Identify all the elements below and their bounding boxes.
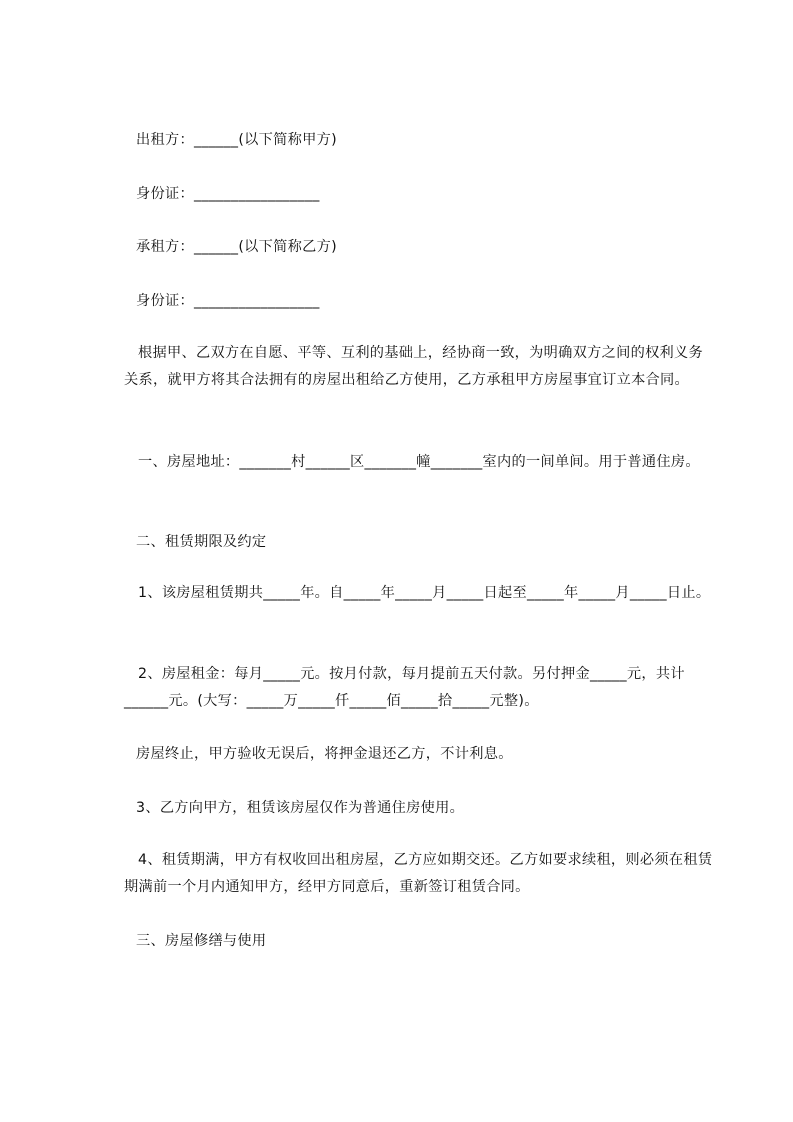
section-3-title: 三、房屋修缮与使用 [136,933,267,949]
clause-4-renewal: 4、租赁期满，甲方有权收回出租房屋，乙方应如期交还。乙方如要求续租，则必须在租赁期满前一个月内通知甲方，经甲方同意后，重新签订租赁合同。 [124,852,713,895]
clause-2-rent: 2、房屋租金：每月_____元。按月付款，每月提前五天付款。另付押金_____元，共计______元。(大写：_____万_____仟_____佰_____拾_____元整)。 [124,666,685,709]
section-2-title: 二、租赁期限及约定 [136,534,267,550]
deposit-note: 房屋终止，甲方验收无误后，将押金退还乙方，不计利息。 [136,746,513,762]
lessor-id-line: 身份证：_________________ [136,186,320,202]
clause-1-term: 1、该房屋租赁期共_____年。自_____年_____月_____日起至_____年_____月_____日止。 [138,585,711,601]
lessee-line: 承租方：______(以下简称乙方) [136,239,337,255]
lessor-line: 出租方：______(以下简称甲方) [136,132,337,148]
intro-paragraph: 根据甲、乙双方在自愿、平等、互利的基础上，经协商一致，为明确双方之间的权利义务关系，就甲方将其合法拥有的房屋出租给乙方使用，乙方承租甲方房屋事宜订立本合同。 [124,345,704,388]
section-1-address: 一、房屋地址：_______村______区_______幢_______室内的一间单间。用于普通住房。 [138,454,700,470]
clause-3-usage: 3、乙方向甲方，租赁该房屋仅作为普通住房使用。 [136,800,465,816]
lessee-id-line: 身份证：_________________ [136,293,320,309]
